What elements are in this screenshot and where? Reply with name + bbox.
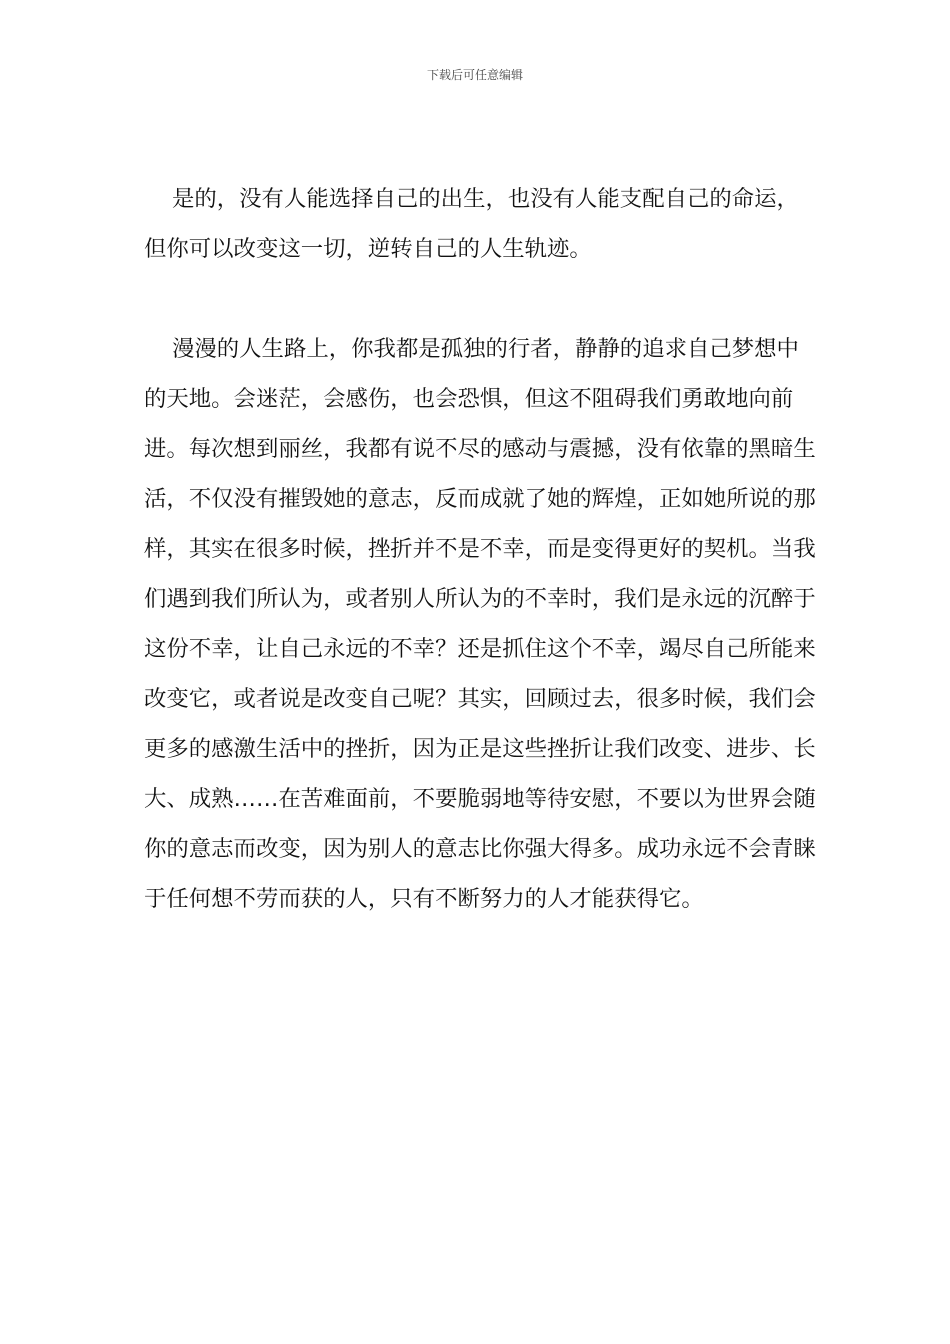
body-paragraph: 是的，没有人能选择自己的出生，也没有人能支配自己的命运，但你可以改变这一切，逆转自己的人生轨迹。 <box>144 186 799 262</box>
body-paragraph: 漫漫的人生路上，你我都是孤独的行者，静静的追求自己梦想中的天地。会迷茫，会感伤，也会恐惧，但这不阻碍我们勇敢地向前进。每次想到丽丝，我都有说不尽的感动与震撼，没有依靠的黑暗生活，不仅没有摧毁她的意志，反而成就了她的辉煌，正如她所说的那样，其实在很多时候，挫折并不是不幸，而是变得更好的契机。当我们遇到我们所认为，或者别人所认为的不幸时，我们是永远的沉醉于这份不幸，让自己永远的不幸？还是抓住这个不幸，竭尽自己所能来改变它，或者说是改变自己呢？其实，回顾过去，很多时候，我们会更多的感激生活中的挫折，因为正是这些挫折让我们改变、进步、长大、成熟……在苦难面前，不要脆弱地等待安慰，不要以为世界会随你的意志而改变，因为别人的意志比你强大得多。成功永远不会青睐于任何想不劳而获的人，只有不断努力的人才能获得它。 <box>144 336 816 912</box>
header-note: 下载后可任意编辑 <box>426 68 523 82</box>
